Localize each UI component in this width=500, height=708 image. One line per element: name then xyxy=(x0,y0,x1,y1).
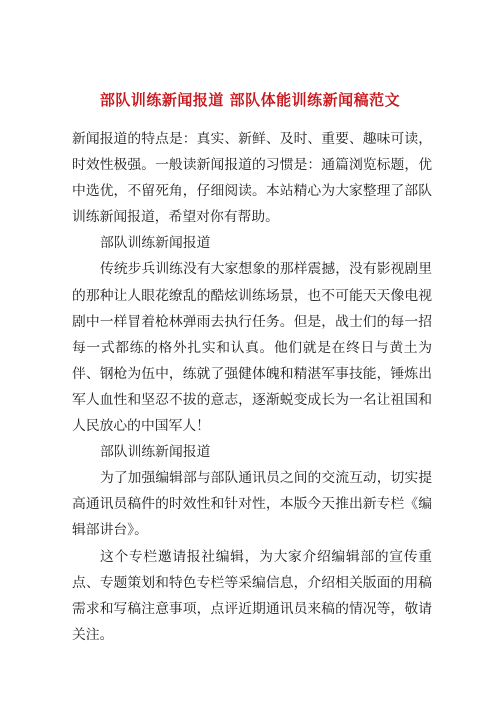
body-paragraph: 为了加强编辑部与部队通讯员之间的交流互动，切实提高通讯员稿件的时效性和针对性，本版今天推出新专栏《编辑部讲台》。 xyxy=(72,470,432,539)
body-paragraph: 传统步兵训练没有大家想象的那样震撼，没有影视剧里的那种让人眼花缭乱的酷炫训练场景，也不可能天天像电视剧中一样冒着枪林弹雨去执行任务。但是，战士们的每一招每一式都练的格外扎实和认真。他们就是在终日与黄土为伴、钢枪为伍中，练就了强健体魄和精湛军事技能，锤炼出军人血性和坚忍不拔的意志，逐渐蜕变成长为一名让祖国和人民放心的中国军人！ xyxy=(72,261,432,435)
document-body xyxy=(72,126,432,648)
intro-paragraph: 新闻报道的特点是：真实、新鲜、及时、重要、趣味可读，时效性极强。一般读新闻报道的习惯是：通篇浏览标题，优中选优，不留死角，仔细阅读。本站精心为大家整理了部队训练新闻报道，希望对你有帮助。 xyxy=(72,131,432,226)
body-paragraph: 这个专栏邀请报社编辑，为大家介绍编辑部的宣传重点、专题策划和特色专栏等采编信息，介绍相关版面的用稿需求和写稿注意事项，点评近期通讯员来稿的情况等，敬请关注。 xyxy=(72,548,432,643)
document-title: 部队训练新闻报道 部队体能训练新闻稿范文 xyxy=(99,91,401,109)
section-heading: 部队训练新闻报道 xyxy=(100,235,211,252)
section-heading: 部队训练新闻报道 xyxy=(100,444,211,461)
